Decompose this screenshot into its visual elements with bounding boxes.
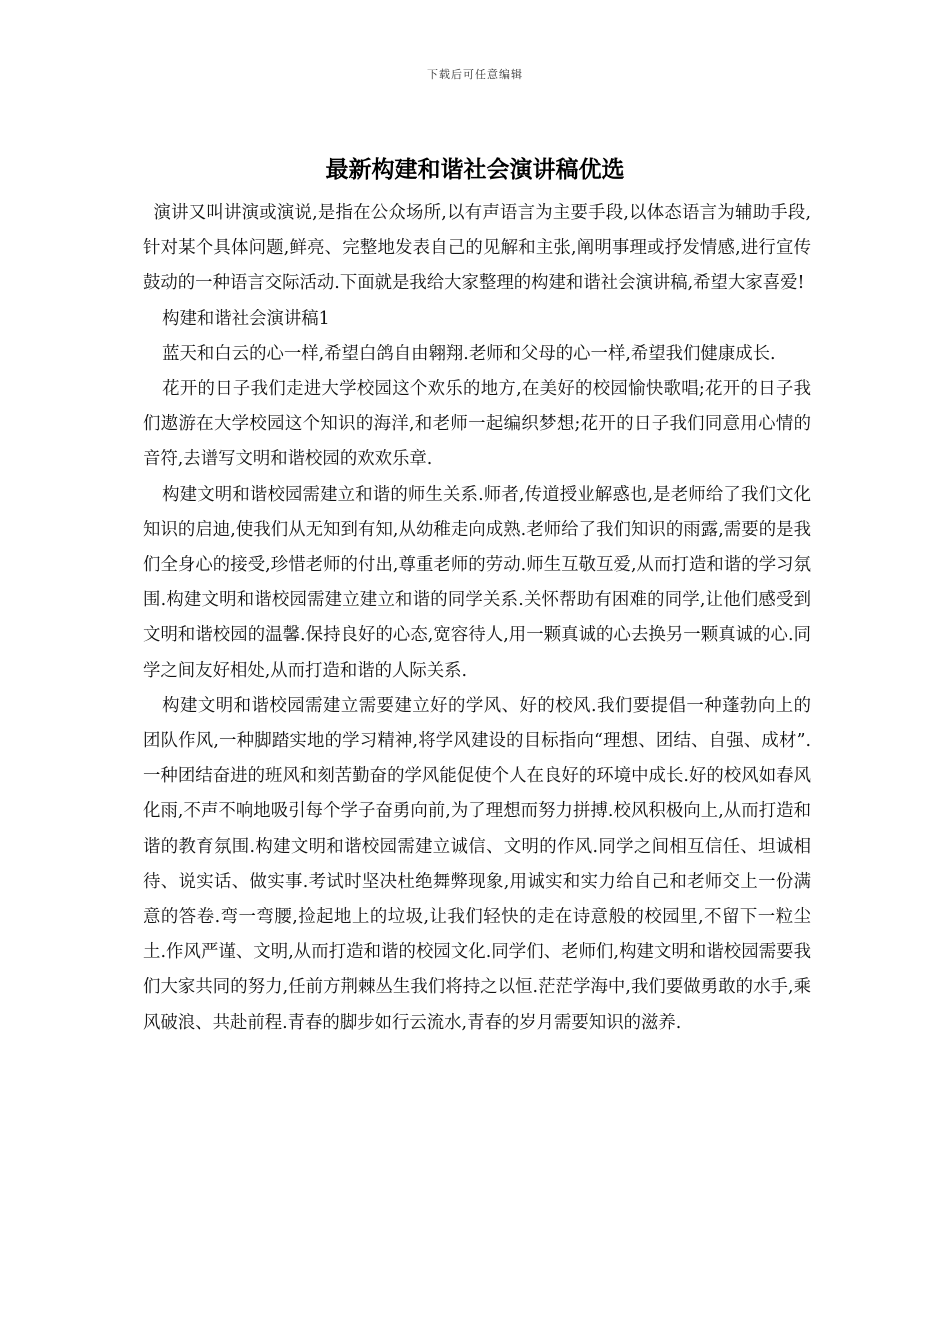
header-note: 下载后可任意编辑 bbox=[427, 68, 523, 81]
body-paragraph: 蓝天和白云的心一样,希望白鸽自由翱翔.老师和父母的心一样,希望我们健康成长. bbox=[162, 343, 776, 364]
intro-paragraph: 演讲又叫讲演或演说,是指在公众场所,以有声语言为主要手段,以体态语言为辅助手段,针对某个具体问题,鲜亮、完整地发表自己的见解和主张,阐明事理或抒发情感,进行宣传鼓动的一种语言交际活动.下面就是我给大家整理的构建和谐社会演讲稿,希望大家喜爱! bbox=[143, 203, 811, 294]
body-paragraph: 构建文明和谐校园需建立和谐的师生关系.师者,传道授业解惑也,是老师给了我们文化知识的启迪,使我们从无知到有知,从幼稚走向成熟.老师给了我们知识的雨露,需要的是我们全身心的接受,珍惜老师的付出,尊重老师的劳动.师生互敬互爱,从而打造和谐的学习氛围.构建文明和谐校园需建立建立和谐的同学关系.关怀帮助有困难的同学,让他们感受到文明和谐校园的温馨.保持良好的心态,宽容待人,用一颗真诚的心去换另一颗真诚的心.同学之间友好相处,从而打造和谐的人际关系. bbox=[143, 484, 811, 681]
document-title: 最新构建和谐社会演讲稿优选 bbox=[325, 156, 625, 183]
section-heading: 构建和谐社会演讲稿1 bbox=[162, 308, 330, 329]
body-paragraph: 构建文明和谐校园需建立需要建立好的学风、好的校风.我们要提倡一种蓬勃向上的团队作风,一种脚踏实地的学习精神,将学风建设的目标指向“理想、团结、自强、成材”.一种团结奋进的班风和刻苦勤奋的学风能促使个人在良好的环境中成长.好的校风如春风化雨,不声不响地吸引每个学子奋勇向前,为了理想而努力拼搏.校风积极向上,从而打造和谐的教育氛围.构建文明和谐校园需建立诚信、文明的作风.同学之间相互信任、坦诚相待、说实话、做实事.考试时坚决杜绝舞弊现象,用诚实和实力给自己和老师交上一份满意的答卷.弯一弯腰,捡起地上的垃圾,让我们轻快的走在诗意般的校园里,不留下一粒尘土.作风严谨、文明,从而打造和谐的校园文化.同学们、老师们,构建文明和谐校园需要我们大家共同的努力,任前方荆棘丛生我们将持之以恒.茫茫学海中,我们要做勇敢的水手,乘风破浪、共赴前程.青春的脚步如行云流水,青春的岁月需要知识的滋养. bbox=[143, 695, 811, 1033]
document-body bbox=[143, 196, 811, 1041]
body-paragraph: 花开的日子我们走进大学校园这个欢乐的地方,在美好的校园愉快歌唱;花开的日子我们遨游在大学校园这个知识的海洋,和老师一起编织梦想;花开的日子我们同意用心情的音符,去谱写文明和谐校园的欢欢乐章. bbox=[143, 379, 811, 470]
